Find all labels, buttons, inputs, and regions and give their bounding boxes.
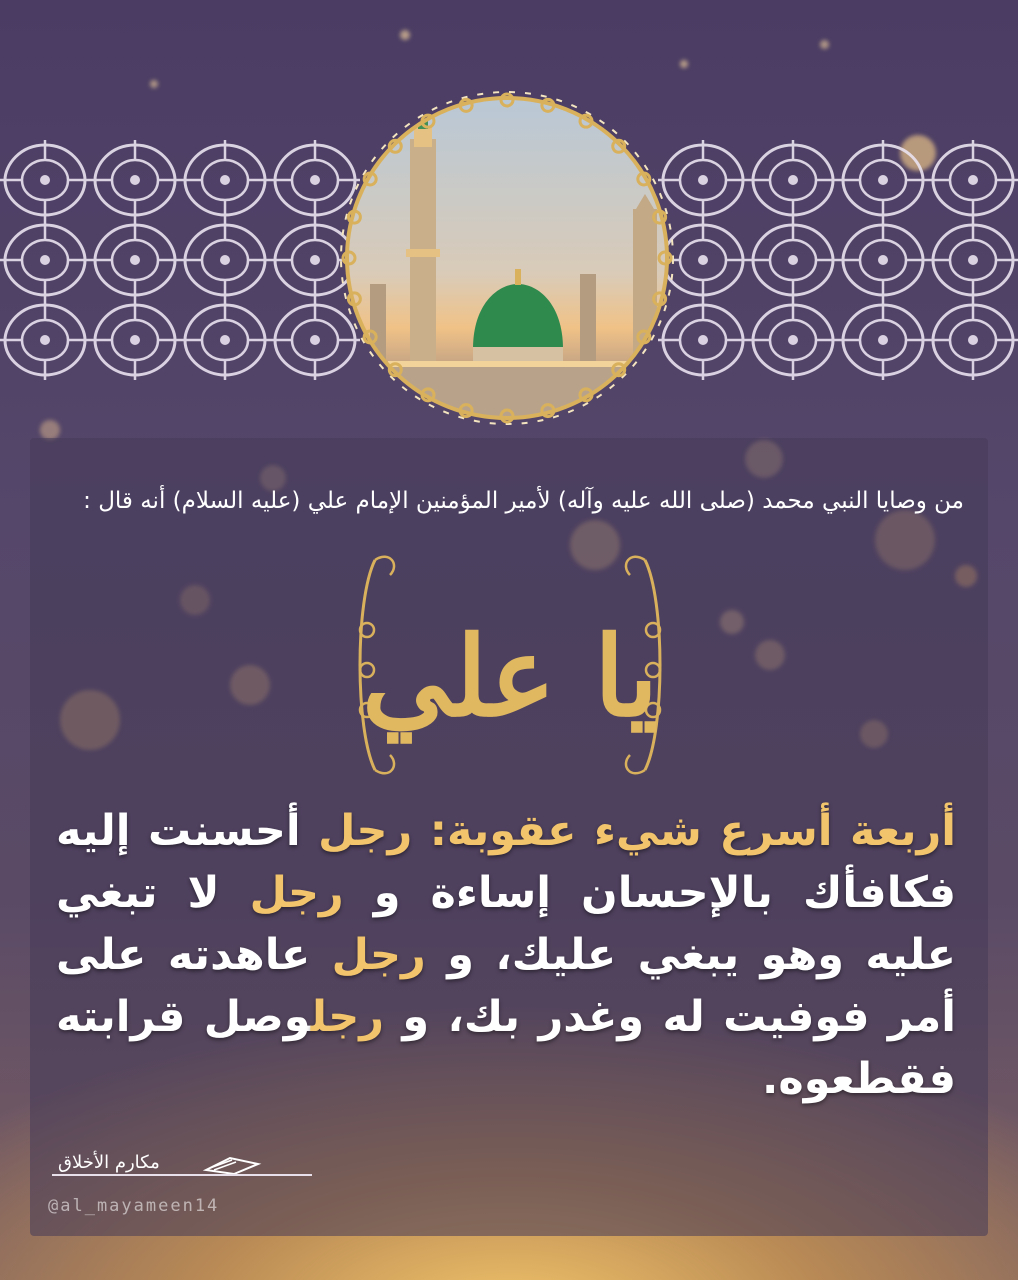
quote-segment: وصل قرابته فقطعوه. <box>56 992 956 1104</box>
intro-text: من وصايا النبي محمد (صلى الله عليه وآله) لأمير المؤمنين الإمام علي (عليه السلام) أنه قال : <box>83 488 964 514</box>
quote-segment: لا تبغي عليه وهو يبغي عليك، و <box>56 868 956 980</box>
quote-segment: أحسنت إليه فكافأك بالإحسان إساءة و <box>56 806 957 918</box>
quote-highlight: رجل <box>331 930 426 980</box>
quote-text <box>56 800 956 1110</box>
quote-highlight: رجل <box>318 806 413 856</box>
lace-ornament-left <box>0 140 360 380</box>
book-icon <box>202 1150 262 1176</box>
quote-highlight: أربعة أسرع شيء عقوبة: <box>412 806 957 856</box>
calligraphy-text: يا علي <box>361 612 659 741</box>
quote-highlight: رجل <box>310 992 385 1042</box>
ya-ali-calligraphy <box>345 540 675 790</box>
gold-ornate-frame <box>337 88 677 428</box>
quote-highlight: رجل <box>249 868 344 918</box>
brand-divider <box>52 1174 312 1176</box>
lace-ornament-right <box>658 140 1018 380</box>
quote-segment: عاهدته على أمر فوفيت له وغدر بك، و <box>56 930 956 1042</box>
brand-name: مكارم الأخلاق <box>58 1152 160 1173</box>
social-handle: @al_mayameen14 <box>48 1196 220 1216</box>
